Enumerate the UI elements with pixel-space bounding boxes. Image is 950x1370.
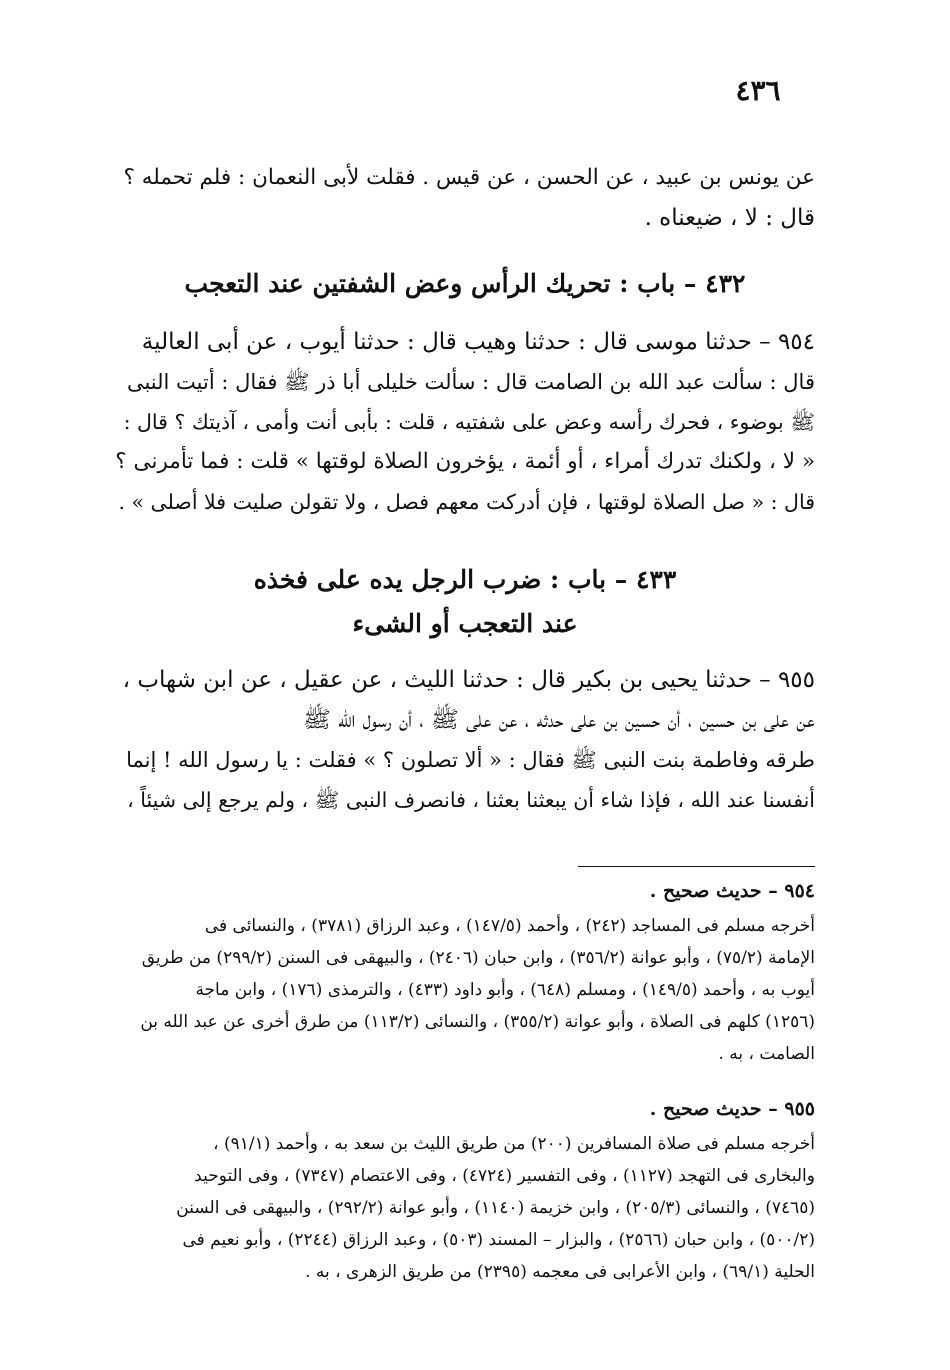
text-line: « لا ، ولكنك تدرك أمراء ، أو أئمة ، يؤخرون الصلاة لوقتها » قلت : فما تأمرنى ؟ (115, 449, 815, 474)
footnote-line: (١٢٥٦) كلهم فى الصلاة ، وأبو عوانة (٣٥٥/٢) ، والنسائى (١١٣/٢) من طرق أخرى عن عبد الله بن (140, 1012, 815, 1032)
footnote-line: أخرجه مسلم فى المساجد (٢٤٢) ، وأحمد (١٤٧/٥) ، وعبد الرزاق (٣٧٨١) ، والنسائى فى (204, 916, 815, 936)
text-line: ﷺ بوضوء ، فحرك رأسه وعض على شفتيه ، قلت : بأبى أنت وأمى ، آذيتك ؟ قال : (123, 410, 815, 434)
hadith-955-paragraph (115, 660, 815, 820)
footnote-line: (٧٤٦٥) ، والنسائى (٢٠٥/٣) ، وابن خزيمة (١١٤٠) ، وأبو عوانة (٢٩٢/٢) ، والبيهقى فى السنن (176, 1198, 815, 1218)
footnote-line: والبخارى فى التهجد (١١٢٧) ، وفى التفسير (٤٧٢٤) ، وفى الاعتصام (٧٣٤٧) ، وفى التوحيد (194, 1166, 815, 1186)
hadith-954-paragraph (115, 322, 815, 522)
text-line: أنفسنا عند الله ، فإذا شاء أن يبعثنا بعثنا ، فانصرف النبى ﷺ ، ولم يرجع إلى شيئاً ، (127, 788, 815, 812)
footnote-heading-955: ٩٥٥ – حديث صحيح . (649, 1098, 815, 1120)
footnote-line: أخرجه مسلم فى صلاة المسافرين (٢٠٠) من طريق الليث بن سعد به ، وأحمد (٩١/١) ، (213, 1134, 815, 1154)
chapter-heading-433 (115, 558, 815, 646)
text-line: ٩٥٤ – حدثنا موسى قال : حدثنا وهيب قال : حدثنا أيوب ، عن أبى العالية (141, 329, 815, 355)
footnote-955-text (115, 1128, 815, 1288)
intro-paragraph (115, 158, 815, 238)
text-line: عن يونس بن عبيد ، عن الحسن ، عن قيس . فقلت لأبى النعمان : فلم تحمله ؟ (123, 165, 815, 190)
footnote-line: الحلية (٦٩/١) ، وابن الأعرابى فى معجمه (٢٣٩٥) من طريق الزهرى ، به . (305, 1262, 815, 1282)
footnote-line: الصامت ، به . (718, 1044, 815, 1064)
text-line: قال : لا ، ضيعناه . (644, 205, 815, 231)
text-line: طرقه وفاطمة بنت النبى ﷺ فقال : « ألا تصلون ؟ » فقلت : يا رسول الله ! إنما (126, 748, 815, 772)
footnote-954-text (115, 910, 815, 1070)
footnote-heading-954: ٩٥٤ – حديث صحيح . (649, 880, 815, 902)
footnote-line: (٥٠٠/٢) ، وابن حبان (٢٥٦٦) ، والبزار – المسند (٥٠٣) ، وعبد الرزاق (٢٢٤٤) ، وأبو نعيم فى (182, 1230, 815, 1250)
chapter-heading-432: ٤٣٢ – باب : تحريك الرأس وعض الشفتين عند التعجب (184, 269, 746, 298)
footnote-line: الإمامة (٧٥/٢) ، وأبو عوانة (٣٥٦/٢) ، وابن حبان (٢٤٠٦) ، والبيهقى فى السنن (٢٩٩/٢) من طريق (141, 948, 815, 968)
chapter-heading-line: ٤٣٣ – باب : ضرب الرجل يده على فخذه (253, 565, 677, 594)
text-line: ٩٥٥ – حدثنا يحيى بن بكير قال : حدثنا الليث ، عن عقيل ، عن ابن شهاب ، (122, 667, 815, 693)
footnote-line: أيوب به ، وأحمد (١٤٩/٥) ، ومسلم (٦٤٨) ، وأبو داود (٤٣٣) ، والترمذى (١٧٦) ، وابن ماجة (195, 980, 815, 1000)
footnote-divider (578, 866, 815, 867)
text-line: عن على بن حسين ، أن حسين بن على حدثه ، عن على ﷺ ، أن رسول الله ﷺ (303, 707, 815, 733)
page-number: ٤٣٦ (735, 74, 781, 107)
text-line: قال : « صل الصلاة لوقتها ، فإن أدركت معهم فصل ، ولا تقولن صليت فلا أصلى » . (118, 490, 815, 514)
chapter-heading-line: عند التعجب أو الشىء (352, 609, 578, 638)
text-line: قال : سألت عبد الله بن الصامت قال : سألت خليلى أبا ذر ﷺ فقال : أتيت النبى (126, 370, 815, 394)
